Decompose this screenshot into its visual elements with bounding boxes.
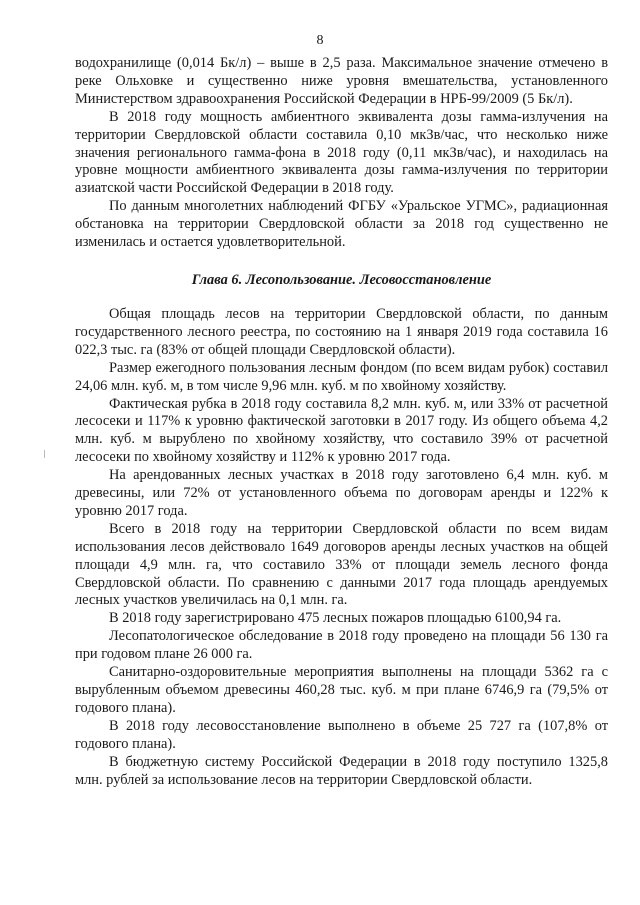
chapter-paragraph-8: Санитарно-оздоровительные мероприятия выполнены на площади 5362 га с вырубленным объемом древесины 460,28 тыс. куб. м при плане 6746,9 га (79,5% от годового плана). xyxy=(75,664,608,716)
document-body xyxy=(75,55,608,789)
chapter-paragraph-4: На арендованных лесных участках в 2018 году заготовлено 6,4 млн. куб. м древесины, или 72% от установленного объема по договорам аренды и 122% к уровню 2017 года. xyxy=(75,467,608,519)
intro-paragraph-2: В 2018 году мощность амбиентного эквивалента дозы гамма-излучения на территории Свердловской области составила 0,10 мкЗв/час, что несколько ниже значения регионального гамма-фона в 2018 году (0,11 мкЗв/час), и находилась на уровне мощности амбиентного эквивалента дозы гамма-излучения по территории азиатской части Российской Федерации в 2018 году. xyxy=(75,108,608,197)
chapter-paragraph-3: Фактическая рубка в 2018 году составила 8,2 млн. куб. м, или 33% от расчетной лесосеки и 117% к уровню фактической заготовки в 2017 году. Из общего объема 4,2 млн. куб. м вырублено по хвойному хозяйству, что составило 39% от расчетной лесосеки по хвойному хозяйству и 112% к уровню 2017 года. xyxy=(75,395,608,466)
intro-paragraph-3: По данным многолетних наблюдений ФГБУ «Уральское УГМС», радиационная обстановка на территории Свердловской области за 2018 год существенно не изменилась и остается удовлетворительной. xyxy=(75,198,608,251)
chapter-paragraph-10: В бюджетную систему Российской Федерации в 2018 году поступило 1325,8 млн. рублей за использование лесов на территории Свердловской области. xyxy=(75,753,608,788)
page-number: 8 xyxy=(316,33,324,48)
chapter-paragraph-9: В 2018 году лесовосстановление выполнено в объеме 25 727 га (107,8% от годового плана). xyxy=(75,717,608,752)
scan-margin-mark xyxy=(44,450,45,458)
chapter-paragraph-7: Лесопатологическое обследование в 2018 году проведено на площади 56 130 га при годовом плане 26 000 га. xyxy=(75,628,608,663)
chapter-paragraph-5: Всего в 2018 году на территории Свердловской области по всем видам использования лесов действовало 1649 договоров аренды лесных участков на общей площади 4,9 млн. га, что составило 33% от площади земель лесного фонда Свердловской области. По сравнению с данными 2017 года площадь арендуемых лесных участков увеличилась на 0,1 млн. га. xyxy=(75,520,608,609)
intro-paragraph-1: водохранилище (0,014 Бк/л) – выше в 2,5 раза. Максимальное значение отмечено в реке Ольховке и существенно ниже уровня вмешательства, установленного Министерством здравоохранения Российской Федерации в НРБ-99/2009 (5 Бк/л). xyxy=(75,55,608,107)
chapter-paragraph-6: В 2018 году зарегистрировано 475 лесных пожаров площадью 6100,94 га. xyxy=(109,610,562,627)
chapter-paragraph-1: Общая площадь лесов на территории Свердловской области, по данным государственного лесного реестра, по состоянию на 1 января 2019 года составила 16 022,3 тыс. га (83% от общей площади Свердловской области). xyxy=(75,305,608,358)
chapter-paragraph-2: Размер ежегодного пользования лесным фондом (по всем видам рубок) составил 24,06 млн. куб. м, в том числе 9,96 млн. куб. м по хвойному хозяйству. xyxy=(75,359,608,394)
chapter-heading: Глава 6. Лесопользование. Лесовосстановление xyxy=(191,271,492,288)
